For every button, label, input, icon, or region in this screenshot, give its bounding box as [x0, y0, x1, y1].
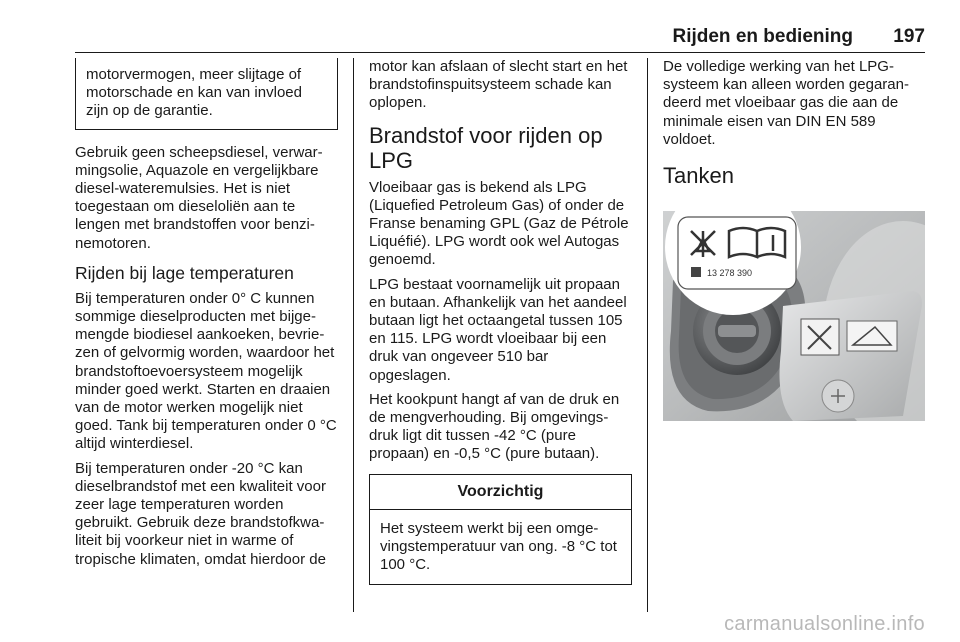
caution-box	[369, 474, 632, 586]
paragraph: LPG bestaat voornamelijk uit propaan en butaan. Afhankelijk van het aandeel butaan ligt het octaangetal tussen 105 en 115. LPG wordt vloeibaar bij een druk van ongeveer 510 bar opgeslagen.	[369, 275, 627, 384]
paragraph: Gebruik geen scheepsdiesel, verwarmingsolie, Aquazole en vergelijkbare diesel-wateremulsies. Het is niet toegestaan om dieseloliën aan te lengen met brandstoffen voor benzinemotoren.	[75, 143, 323, 252]
caution-title: Voorzichtig	[370, 475, 631, 510]
photo-label: 13 278 390	[707, 268, 753, 278]
paragraph: Bij temperaturen onder 0° C kunnen sommige dieselproducten met bijgemengde biodiesel aankoeken, bevriezen of gelvormig worden, waardoor het brandstoftoevoersysteem mogelijk minder goed werkt. Starten en draaien van de motor werken mogelijk niet goed. Tank bij temperaturen onder 0 °C altijd winterdiesel.	[75, 289, 337, 453]
column-1	[75, 58, 338, 575]
column-divider-1	[353, 58, 354, 612]
header-rule	[75, 52, 925, 53]
notice-box-text: motorvermogen, meer slijtage of motorschade en kan van invloed zijn op de garantie.	[86, 66, 302, 120]
caution-text: Het systeem werkt bij een omgevingstemperatuur van ong. -8 °C tot 100 °C.	[380, 519, 617, 574]
paragraph: Het kookpunt hangt af van de druk en de mengverhouding. Bij omgevingsdruk ligt dit tussen -42 °C (pure propaan) en -0,5 °C (pure butaan).	[369, 390, 620, 463]
fuel-flap-photo	[663, 211, 925, 421]
column-3	[663, 58, 925, 202]
section-heading: Rijden bij lage temperaturen	[75, 262, 294, 283]
paragraph: Bij temperaturen onder -20 °C kan dieselbrandstof met een kwaliteit voor zeer lage temperaturen worden gebruikt. Gebruik deze brandstofkwaliteit bij voorkeur niet in warme of tropische klimaten, omdat hierdoor de	[75, 459, 326, 568]
watermark: carmanualsonline.info	[724, 613, 925, 635]
page-number: 197	[893, 26, 925, 47]
paragraph: De volledige werking van het LPG-systeem kan alleen worden gegarandeerd met vloeibaar gas die aan de minimale eisen van DIN EN 589 voldoet.	[663, 58, 909, 148]
column-2	[369, 58, 632, 585]
caution-body	[370, 510, 631, 585]
section-heading-lpg: Brandstof voor rijden op LPG	[369, 122, 603, 173]
notice-box-continued	[75, 58, 338, 130]
header-title: Rijden en bediening	[672, 26, 853, 47]
section-heading-tanken: Tanken	[663, 163, 734, 189]
paragraph: Vloeibaar gas is bekend als LPG (Liquefied Petroleum Gas) of onder de Franse benaming GPL (Gaz de Pétrole Liquéfié). LPG wordt ook wel Autogas genoemd.	[369, 178, 629, 269]
paragraph: motor kan afslaan of slecht start en het brandstofinspuitsysteem schade kan oplopen.	[369, 58, 628, 112]
column-divider-2	[647, 58, 648, 612]
page-header	[75, 26, 925, 50]
